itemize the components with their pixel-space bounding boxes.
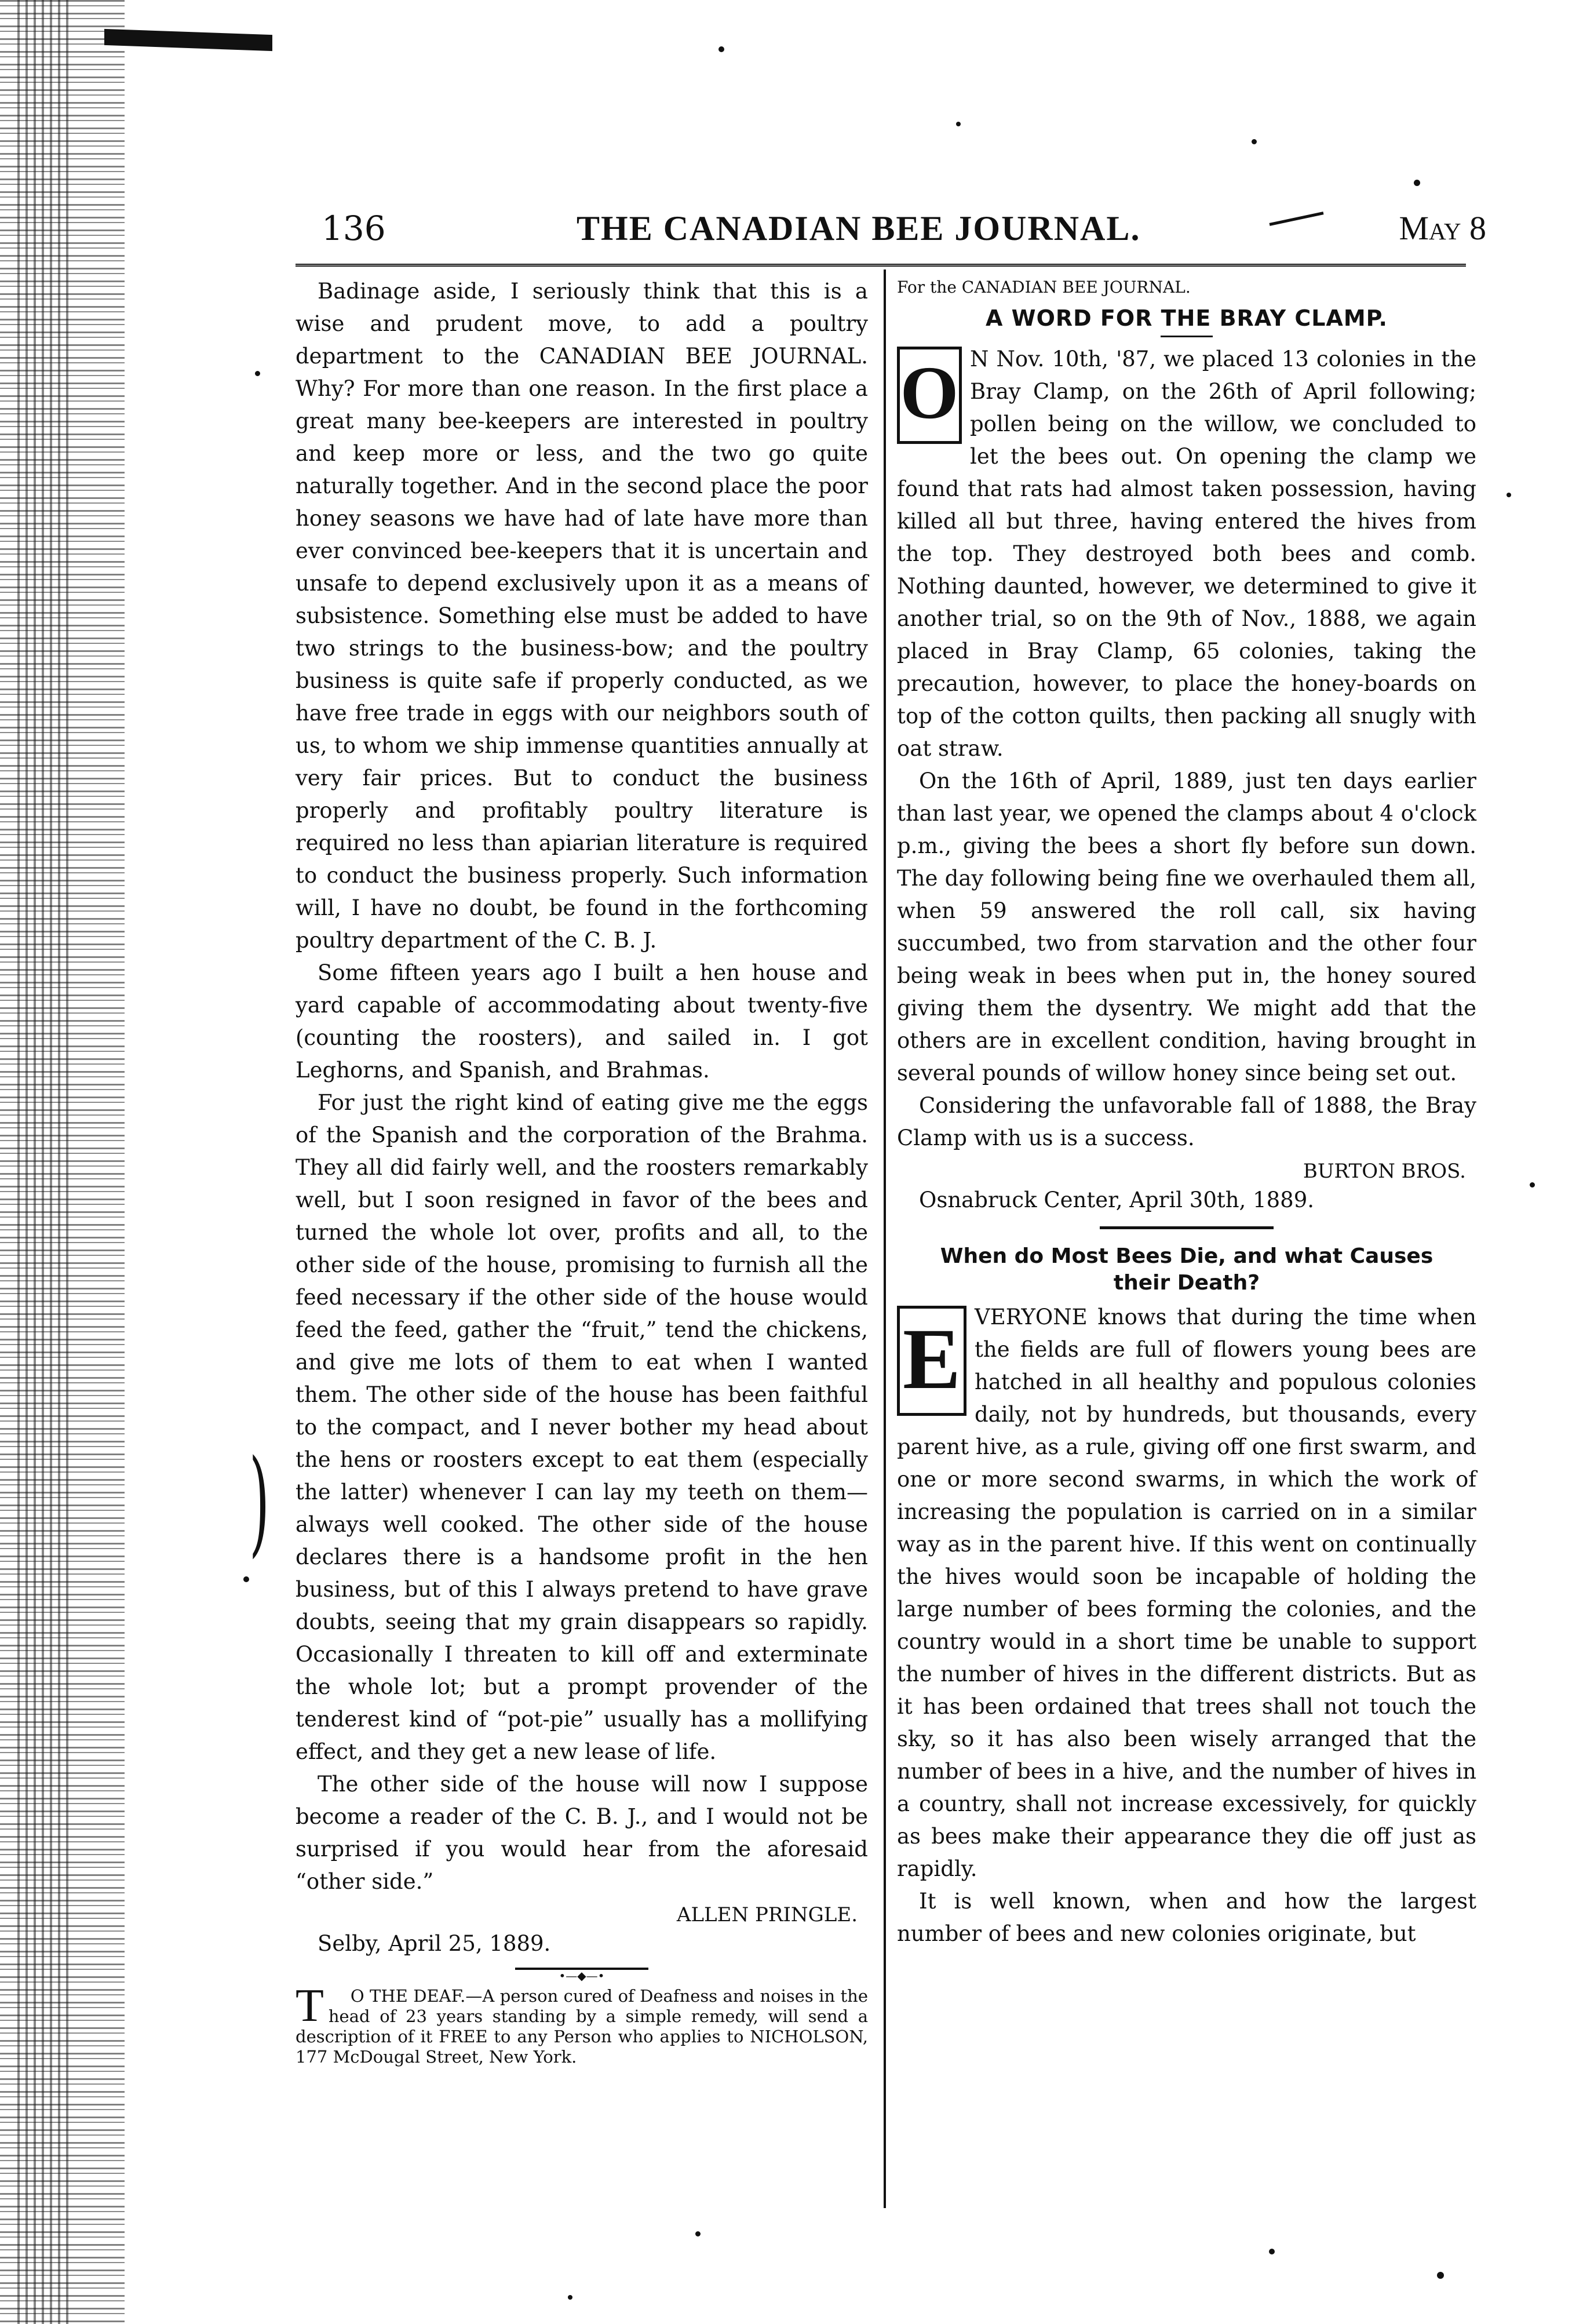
header-rule bbox=[296, 264, 1466, 267]
dateline: Selby, April 25, 1889. bbox=[318, 1931, 551, 1956]
page-number: 136 bbox=[322, 209, 386, 248]
article-title: A WORD FOR THE BRAY CLAMP. bbox=[986, 305, 1388, 331]
author-signature: ALLEN PRINGLE. bbox=[676, 1903, 858, 1926]
scan-speck bbox=[1414, 180, 1420, 186]
right-column bbox=[897, 275, 1476, 1950]
scan-speck bbox=[568, 2295, 572, 2300]
paragraph: Badinage aside, I seriously think that this is a wise and prudent move, to add a poultry department to the CANADIAN BEE JOURNAL. Why? For more than one reason. In the first place a great many bee-keepers are interested in poultry and keep more or less, and the two go quite naturally together. And in the second place the poor honey seasons we have had of late have more than ever convinced bee-keepers that it is uncertain and unsafe to depend exclusively upon it as a means of subsistence. Something else must be added to have two strings to the business-bow; and the poultry business is quite safe if properly conducted, as we have free trade in eggs with our neighbors south of us, to whom we ship immense quantities annually at very fair prices. But to conduct the business properly and profitably poultry literature is required no less than apiarian literature is required to conduct the business properly. Such information will, I have no doubt, be found in the forthcoming poultry department of the C. B. J. bbox=[296, 279, 868, 953]
scan-speck bbox=[956, 122, 961, 126]
left-column bbox=[296, 275, 868, 2067]
paragraph: N Nov. 10th, '87, we placed 13 colonies in the Bray Clamp, on the 26th of April following; pollen being on the willow, we concluded to let the bees out. On opening the clamp we found that rats had almost taken possession, having killed all but three, having entered the hives from the top. They destroyed both bees and comb. Nothing daunted, however, we determined to give it another trial, so on the 9th of Nov., 1888, we again placed in Bray Clamp, 65 colonies, taking the precaution, however, to place the honey-boards on top of the cotton quilts, then packing all snugly with oat straw. bbox=[897, 347, 1476, 761]
scan-speck bbox=[1507, 493, 1511, 497]
scan-speck bbox=[243, 1576, 249, 1582]
dateline: Osnabruck Center, April 30th, 1889. bbox=[919, 1188, 1315, 1212]
paragraph: For just the right kind of eating give me the eggs of the Spanish and the corporation of the Brahma. They all did fairly well, and the roosters remarkably well, but I soon resigned in favor of the bees and turned the whole lot over, profits and all, to the other side of the house, promising to furnish all the feed necessary if the other side of the house would feed the feed, gather the “fruit,” tend the chickens, and give me lots of them to eat when I wanted them. The other side of the house has been faithful to the compact, and I never bother my head about the hens or roosters except to eat them (especially the latter) whenever I can lay my teeth on them—always well cooked. The other side of the house declares there is a handsome profit in the hen business, but of this I always pretend to have grave doubts, seeing that my grain disappears so rapidly. Occasionally I threaten to kill off and exterminate the whole lot; but a prompt provender of the tenderest kind of “pot-pie” usually has a mollifying effect, and they get a new lease of life. bbox=[296, 1090, 868, 1764]
journal-title: THE CANADIAN BEE JOURNAL. bbox=[577, 209, 1141, 247]
ad-initial: T bbox=[296, 1980, 324, 2031]
drop-cap-initial: O bbox=[897, 347, 962, 444]
paragraph: Some fifteen years ago I built a hen house and yard capable of accommodating about twenty-five (counting the roosters), and sailed in. I got Leghorns, and Spanish, and Brahmas. bbox=[296, 960, 868, 1083]
section-divider bbox=[1100, 1226, 1274, 1229]
paragraph: Considering the unfavorable fall of 1888, the Bray Clamp with us is a success. bbox=[897, 1093, 1476, 1150]
article-credit: For the CANADIAN BEE JOURNAL. bbox=[897, 278, 1191, 297]
scan-speck bbox=[718, 46, 724, 52]
ad-text: O THE DEAF.—A person cured of Deafness and noises in the head of 23 years standing by a simple remedy, will send a description of it FREE to any Person who applies to NICHOLSON, 177 McDougal Street, New York. bbox=[296, 1986, 868, 2067]
scan-speck bbox=[695, 2231, 701, 2236]
margin-bracket-mark: ) bbox=[249, 1436, 270, 1569]
page-binding-shadow bbox=[17, 0, 72, 2324]
scan-speck bbox=[255, 371, 260, 376]
issue-date: May 8 bbox=[1399, 209, 1486, 247]
scan-speck bbox=[1437, 2272, 1444, 2279]
paragraph: VERYONE knows that during the time when the fields are full of flowers young bees are hatched in all healthy and populous colonies daily, not by hundreds, but thousands, every parent hive, as a rule, giving off one first swarm, and one or more second swarms, in which the work of increasing the population is carried on in a similar way as in the parent hive. If this went on continually the hives would soon be incapable of holding the large number of bees forming the colonies, and the country would in a short time be unable to support the number of hives in the different districts. But as it has been ordained that trees shall not touch the sky, so it has also been wisely arranged that the number of bees in a hive, and the number of hives in a country, shall not increase excessively, for quickly as bees make their appearance they die off just as rapidly. bbox=[897, 1305, 1476, 1881]
ornamental-rule: •—◆—• bbox=[515, 1968, 648, 1981]
paragraph: On the 16th of April, 1889, just ten days earlier than last year, we opened the clamps about 4 o'clock p.m., giving the bees a short fly before sun down. The day following being fine we overhauled them all, when 59 answered the roll call, six having succumbed, two from starvation and the other four being weak in bees when put in, the honey soured giving them the dysentry. We might add that the others are in excellent condition, having brought in several pounds of willow honey since being set out. bbox=[897, 768, 1476, 1085]
advertisement bbox=[296, 1980, 868, 2067]
scan-speck bbox=[1530, 1182, 1535, 1188]
title-rule bbox=[1161, 336, 1213, 337]
binding-corner-mark bbox=[104, 29, 272, 51]
paragraph: The other side of the house will now I suppose become a reader of the C. B. J., and I would not be surprised if you would hear from the aforesaid “other side.” bbox=[296, 1772, 868, 1894]
author-signature: BURTON BROS. bbox=[1303, 1160, 1466, 1183]
paragraph: It is well known, when and how the largest number of bees and new colonies originate, but bbox=[897, 1889, 1476, 1946]
scan-speck bbox=[1252, 139, 1257, 144]
scan-speck bbox=[1269, 2249, 1275, 2254]
drop-cap-initial: E bbox=[897, 1306, 966, 1416]
article-title: When do Most Bees Die, and what Causes their Death? bbox=[940, 1244, 1433, 1295]
column-divider bbox=[884, 269, 886, 2208]
